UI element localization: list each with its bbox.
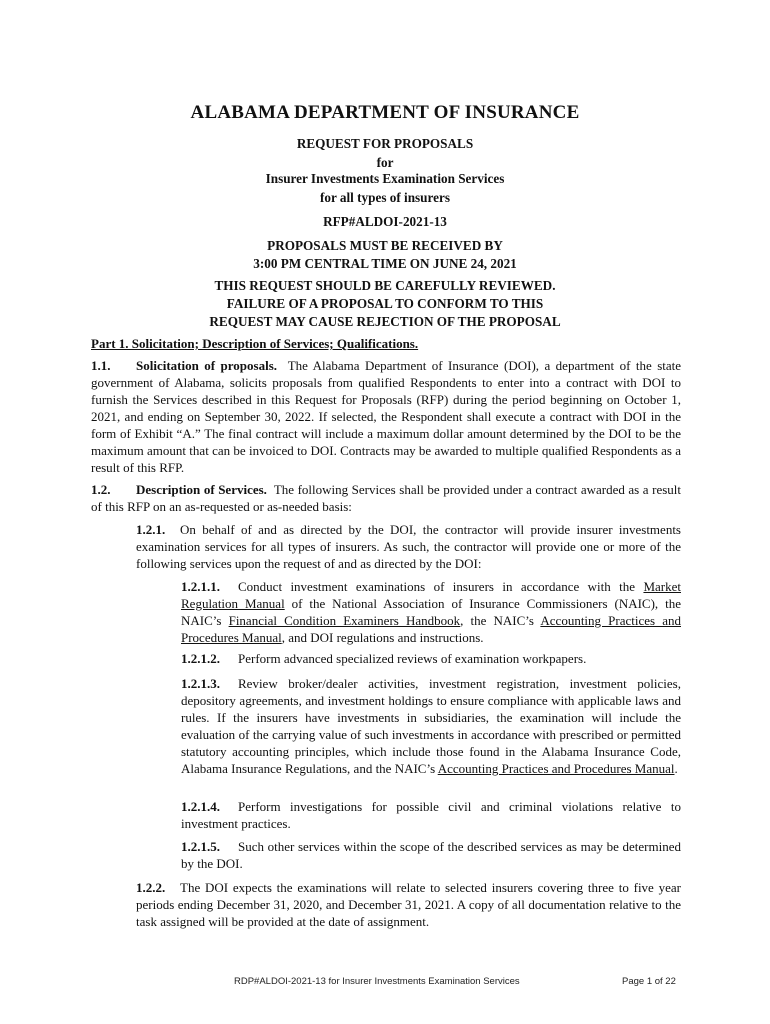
warning-line-2: FAILURE OF A PROPOSAL TO CONFORM TO THIS bbox=[226, 296, 544, 311]
section-1-2 bbox=[91, 481, 681, 515]
section-text: Perform advanced specialized reviews of examination workpapers. bbox=[238, 651, 587, 666]
section-text: Such other services within the scope of the described services as may be determined by the DOI. bbox=[181, 839, 681, 871]
section-1-2-1 bbox=[136, 521, 681, 572]
footer-page-number: Page 1 of 22 bbox=[622, 976, 676, 987]
accounting-practices-manual-link: Accounting Practices and Procedures Manual bbox=[181, 613, 681, 645]
section-text: The following Services shall be provided under a contract awarded as a result of this RFP on an as-requested or as-needed basis: bbox=[91, 482, 681, 514]
section-1-2-1-5 bbox=[181, 838, 681, 872]
rfp-number: RFP#ALDOI-2021-13 bbox=[323, 214, 447, 229]
part1-heading: Part 1. Solicitation; Description of Services; Qualifications. bbox=[91, 336, 419, 351]
section-number: 1.2.1. bbox=[136, 522, 166, 537]
section-number: 1.2.1.2. bbox=[181, 651, 220, 666]
section-number: 1.2.1.3. bbox=[181, 676, 220, 691]
warning-line-1: THIS REQUEST SHOULD BE CAREFULLY REVIEWED. bbox=[214, 278, 556, 293]
section-1-2-1-3 bbox=[181, 675, 681, 777]
section-title: Description of Services. bbox=[136, 482, 267, 497]
section-text: Perform investigations for possible civil and criminal violations relative to investment practices. bbox=[181, 799, 681, 831]
warning-line-3: REQUEST MAY CAUSE REJECTION OF THE PROPOSAL bbox=[209, 314, 561, 329]
section-text: Conduct investment examinations of insurers in accordance with the bbox=[238, 579, 644, 594]
deadline-line-1: PROPOSALS MUST BE RECEIVED BY bbox=[267, 238, 503, 253]
financial-condition-handbook-link: Financial Condition Examiners Handbook bbox=[228, 613, 461, 628]
section-1-1 bbox=[91, 357, 681, 476]
rfp-scope: for all types of insurers bbox=[320, 190, 450, 205]
section-number: 1.2.1.1. bbox=[181, 579, 220, 594]
section-number: 1.2. bbox=[91, 482, 111, 497]
market-regulation-manual-link: Market Regulation Manual bbox=[181, 579, 681, 611]
section-1-2-2 bbox=[136, 879, 681, 930]
document-title: ALABAMA DEPARTMENT OF INSURANCE bbox=[190, 102, 580, 123]
section-number: 1.1. bbox=[91, 358, 111, 373]
section-text: The Alabama Department of Insurance (DOI), a department of the state government of Alabama, solicits proposals from qualified Respondents to enter into a contract with DOI to furnish the Services described in this Request for Proposals (RFP) during the period beginning on October 1, 2021, and ending on September 30, 2022. If selected, the Respondent shall execute a contract with DOI in the form of Exhibit “A.” The final contract will include a maximum dollar amount determined by the DOI to be the maximum amount that can be invoiced to DOI. Contracts may be awarded to multiple qualified Respondents as a result of this RFP. bbox=[91, 358, 682, 475]
section-text: . bbox=[674, 761, 678, 776]
rfp-heading: REQUEST FOR PROPOSALS bbox=[296, 136, 474, 151]
section-title: Solicitation of proposals. bbox=[136, 358, 278, 373]
section-1-2-1-4 bbox=[181, 798, 681, 832]
section-text: Review broker/dealer activities, investment registration, investment policies, depository agreements, and investment holdings to ensure compliance with applicable laws and rules. If the insurers have investments in subsidiaries, the examination will include the evaluation of the carrying value of such investments in accordance with prescribed or permitted statutory accounting principles, which include those found in the Alabama Insurance Code, Alabama Insurance Regulations, and the NAIC’s bbox=[181, 676, 681, 776]
section-text: , the NAIC’s bbox=[460, 613, 541, 628]
deadline-line-2: 3:00 PM CENTRAL TIME ON JUNE 24, 2021 bbox=[253, 256, 517, 271]
rfp-service-title: Insurer Investments Examination Services bbox=[265, 171, 505, 186]
section-text: The DOI expects the examinations will relate to selected insurers covering three to five year periods ending December 31, 2020, and December 31, 2021. A copy of all documentation relative to the task assigned will be provided at the date of assignment. bbox=[136, 880, 681, 929]
section-number: 1.2.1.4. bbox=[181, 799, 220, 814]
section-text: of the National Association of Insurance Commissioners (NAIC), the NAIC’s bbox=[181, 596, 681, 628]
section-text: , and DOI regulations and instructions. bbox=[281, 630, 484, 645]
accounting-practices-manual-link: Accounting Practices and Procedures Manual bbox=[437, 761, 675, 776]
section-number: 1.2.1.5. bbox=[181, 839, 220, 854]
section-number: 1.2.2. bbox=[136, 880, 166, 895]
footer-document-title: RDP#ALDOI-2021-13 for Insurer Investments Examination Services bbox=[234, 976, 520, 987]
section-1-2-1-2 bbox=[181, 650, 681, 667]
rfp-for: for bbox=[376, 155, 394, 170]
section-1-2-1-1 bbox=[181, 578, 681, 646]
section-text: On behalf of and as directed by the DOI, the contractor will provide insurer investments examination services for all types of insurers. As such, the contractor will provide one or more of the following services upon the request of and as directed by the DOI: bbox=[136, 522, 681, 571]
